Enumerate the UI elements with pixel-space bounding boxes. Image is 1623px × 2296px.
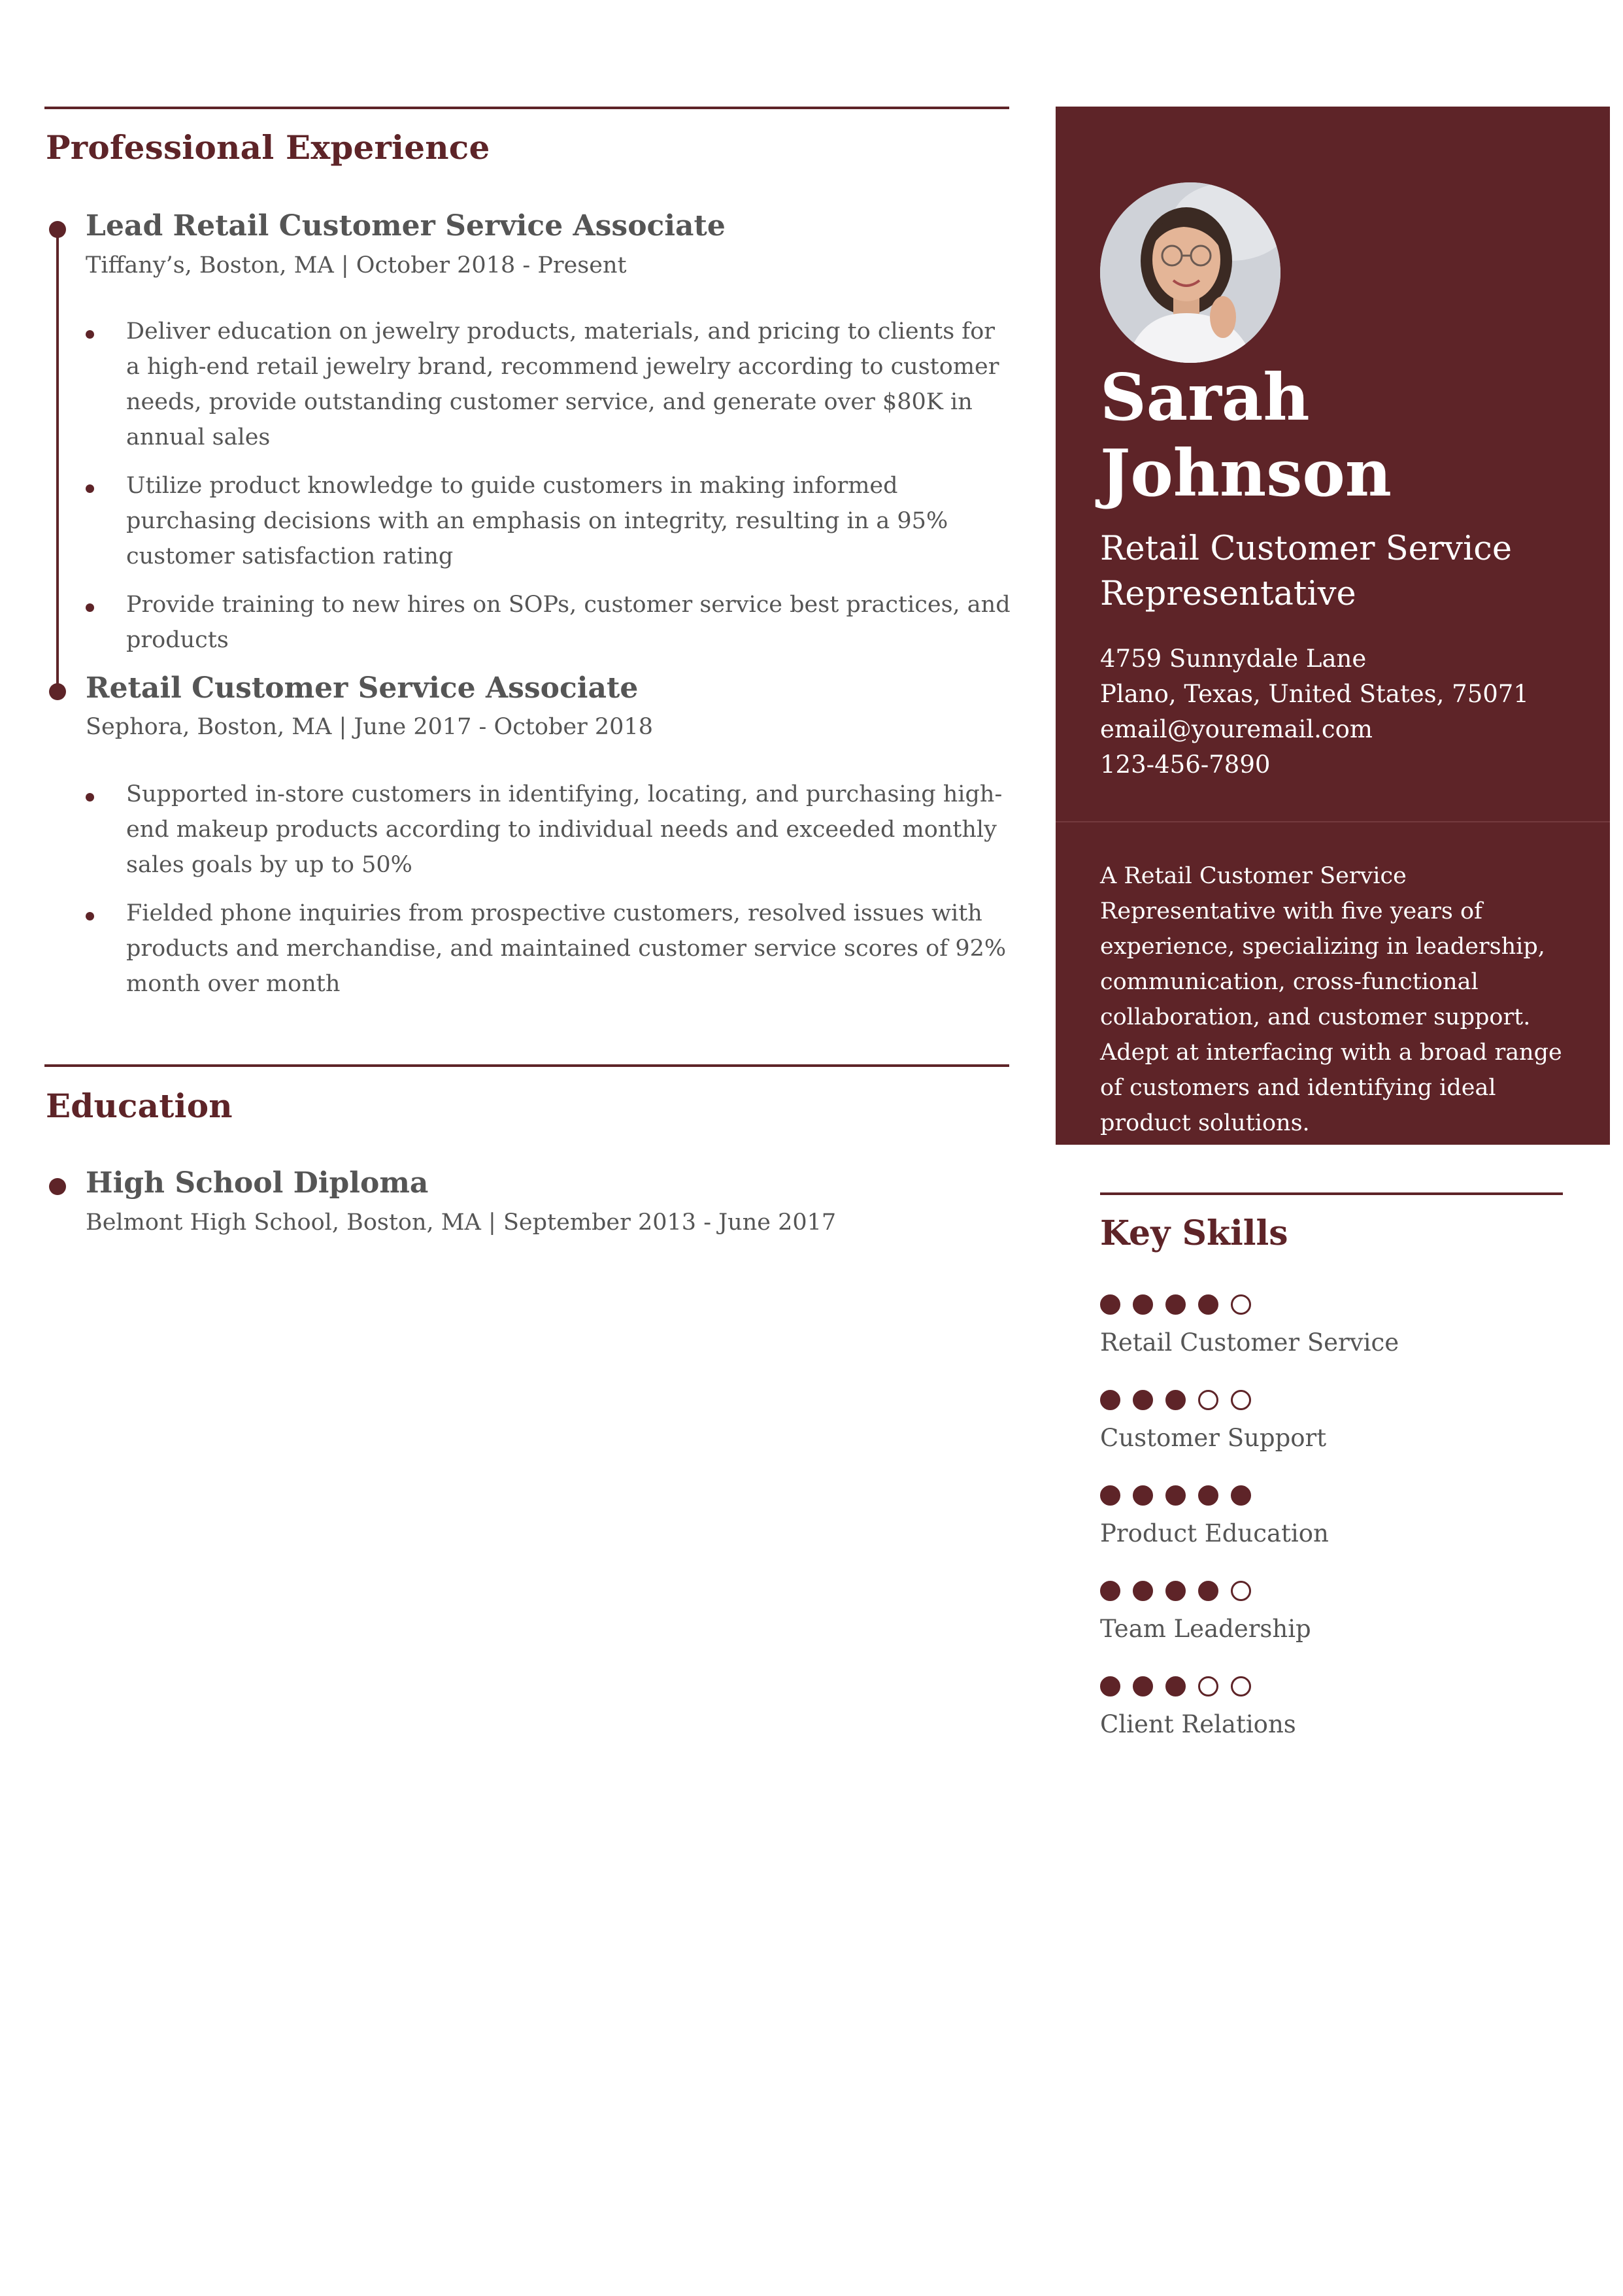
rating-dot-filled-icon (1100, 1485, 1120, 1506)
rating-dot-filled-icon (1100, 1294, 1120, 1315)
profile-sidebar (1056, 107, 1610, 1145)
bullet-dot-icon (86, 603, 94, 612)
job-bullet (86, 896, 1014, 1002)
skill-rating (1100, 1676, 1558, 1698)
avatar-photo-icon (1100, 182, 1280, 363)
job-bullet (86, 777, 1014, 883)
rating-dot-empty-icon (1231, 1581, 1251, 1601)
job-bullet-list (86, 777, 1014, 1015)
skills-section-title: Key Skills (1100, 1213, 1288, 1253)
rating-dot-filled-icon (1165, 1676, 1186, 1697)
experience-top-rule (44, 107, 1009, 109)
last-name: Johnson (1100, 436, 1392, 511)
experience-timeline-line (56, 229, 59, 691)
skill-rating (1100, 1294, 1558, 1317)
rating-dot-filled-icon (1100, 1581, 1120, 1601)
skill-name: Customer Support (1100, 1424, 1327, 1452)
avatar (1100, 182, 1280, 363)
rating-dot-filled-icon (1198, 1581, 1218, 1601)
education-top-rule (44, 1064, 1009, 1067)
skill-rating (1100, 1390, 1558, 1412)
rating-dot-filled-icon (1165, 1485, 1186, 1506)
bullet-dot-icon (86, 912, 94, 920)
rating-dot-filled-icon (1133, 1390, 1153, 1410)
rating-dot-empty-icon (1198, 1676, 1218, 1697)
job-bullet-text: Provide training to new hires on SOPs, customer service best practices, and products (126, 592, 1011, 653)
rating-dot-empty-icon (1231, 1676, 1251, 1697)
rating-dot-filled-icon (1231, 1485, 1251, 1506)
rating-dot-filled-icon (1133, 1676, 1153, 1697)
job-meta: Tiffany’s, Boston, MA | October 2018 - Present (86, 252, 627, 279)
skill-name: Client Relations (1100, 1710, 1296, 1738)
skill-item (1100, 1294, 1558, 1359)
rating-dot-empty-icon (1231, 1390, 1251, 1410)
rating-dot-filled-icon (1198, 1485, 1218, 1506)
skill-item (1100, 1581, 1558, 1645)
job-bullet-text: Supported in-store customers in identifying, locating, and purchasing high-end makeup products according to individual needs and exceeded monthly sales goals by up to 50% (126, 781, 1003, 878)
address-line-1: 4759 Sunnydale Lane (1100, 645, 1367, 673)
experience-section-title: Professional Experience (46, 128, 490, 167)
rating-dot-filled-icon (1100, 1676, 1120, 1697)
bullet-dot-icon (86, 793, 94, 802)
job-bullet-text: Deliver education on jewelry products, materials, and pricing to clients for a high-end retail jewelry brand, recommend jewelry according to customer needs, provide outstanding customer service, and generate over $80K in annual sales (126, 318, 999, 450)
timeline-dot (49, 683, 66, 700)
rating-dot-filled-icon (1198, 1294, 1218, 1315)
job-bullet-text: Fielded phone inquiries from prospective customers, resolved issues with products and merchandise, and maintained customer service scores of 92% month over month (126, 900, 1007, 997)
education-section-title: Education (46, 1087, 233, 1125)
job-bullet-text: Utilize product knowledge to guide customers in making informed purchasing decisions with an emphasis on integrity, resulting in a 95% customer satisfaction rating (126, 473, 948, 569)
rating-dot-filled-icon (1165, 1390, 1186, 1410)
rating-dot-filled-icon (1133, 1294, 1153, 1315)
job-meta: Sephora, Boston, MA | June 2017 - October 2018 (86, 714, 653, 740)
job-title: Retail Customer Service Associate (86, 671, 639, 705)
contact-block (1100, 641, 1597, 783)
address-line-2: Plano, Texas, United States, 75071 (1100, 680, 1529, 708)
rating-dot-filled-icon (1100, 1390, 1120, 1410)
education-degree: High School Diploma (86, 1166, 429, 1200)
skills-top-rule (1100, 1192, 1563, 1195)
timeline-dot (49, 221, 66, 238)
profile-name (1100, 360, 1392, 512)
profile-role: Retail Customer Service Representative (1100, 530, 1513, 613)
rating-dot-filled-icon (1133, 1485, 1153, 1506)
job-bullet-list (86, 314, 1014, 671)
job-bullet (86, 468, 1014, 574)
profile-summary: A Retail Customer Service Representative with five years of experience, specializing in leadership, communication, cross-functional collaboration, and customer support. Adept at interfacing with a broad range of customers and identifying ideal product solutions. (1100, 863, 1562, 1136)
skill-rating (1100, 1485, 1558, 1508)
first-name: Sarah (1100, 360, 1310, 435)
skill-rating (1100, 1581, 1558, 1603)
phone: 123-456-7890 (1100, 751, 1271, 779)
email: email@youremail.com (1100, 715, 1373, 743)
timeline-dot (49, 1178, 66, 1195)
bullet-dot-icon (86, 484, 94, 493)
skill-item (1100, 1390, 1558, 1454)
skill-item (1100, 1485, 1558, 1549)
rating-dot-filled-icon (1165, 1294, 1186, 1315)
skill-name: Retail Customer Service (1100, 1328, 1399, 1357)
job-bullet (86, 587, 1014, 658)
job-bullet (86, 314, 1014, 455)
bullet-dot-icon (86, 330, 94, 339)
job-title: Lead Retail Customer Service Associate (86, 209, 726, 243)
rating-dot-empty-icon (1198, 1390, 1218, 1410)
skill-name: Product Education (1100, 1519, 1329, 1547)
education-meta: Belmont High School, Boston, MA | September 2013 - June 2017 (86, 1209, 837, 1236)
skill-name: Team Leadership (1100, 1615, 1311, 1643)
rating-dot-empty-icon (1231, 1294, 1251, 1315)
skill-item (1100, 1676, 1558, 1740)
rating-dot-filled-icon (1165, 1581, 1186, 1601)
rating-dot-filled-icon (1133, 1581, 1153, 1601)
sidebar-divider (1056, 821, 1610, 822)
